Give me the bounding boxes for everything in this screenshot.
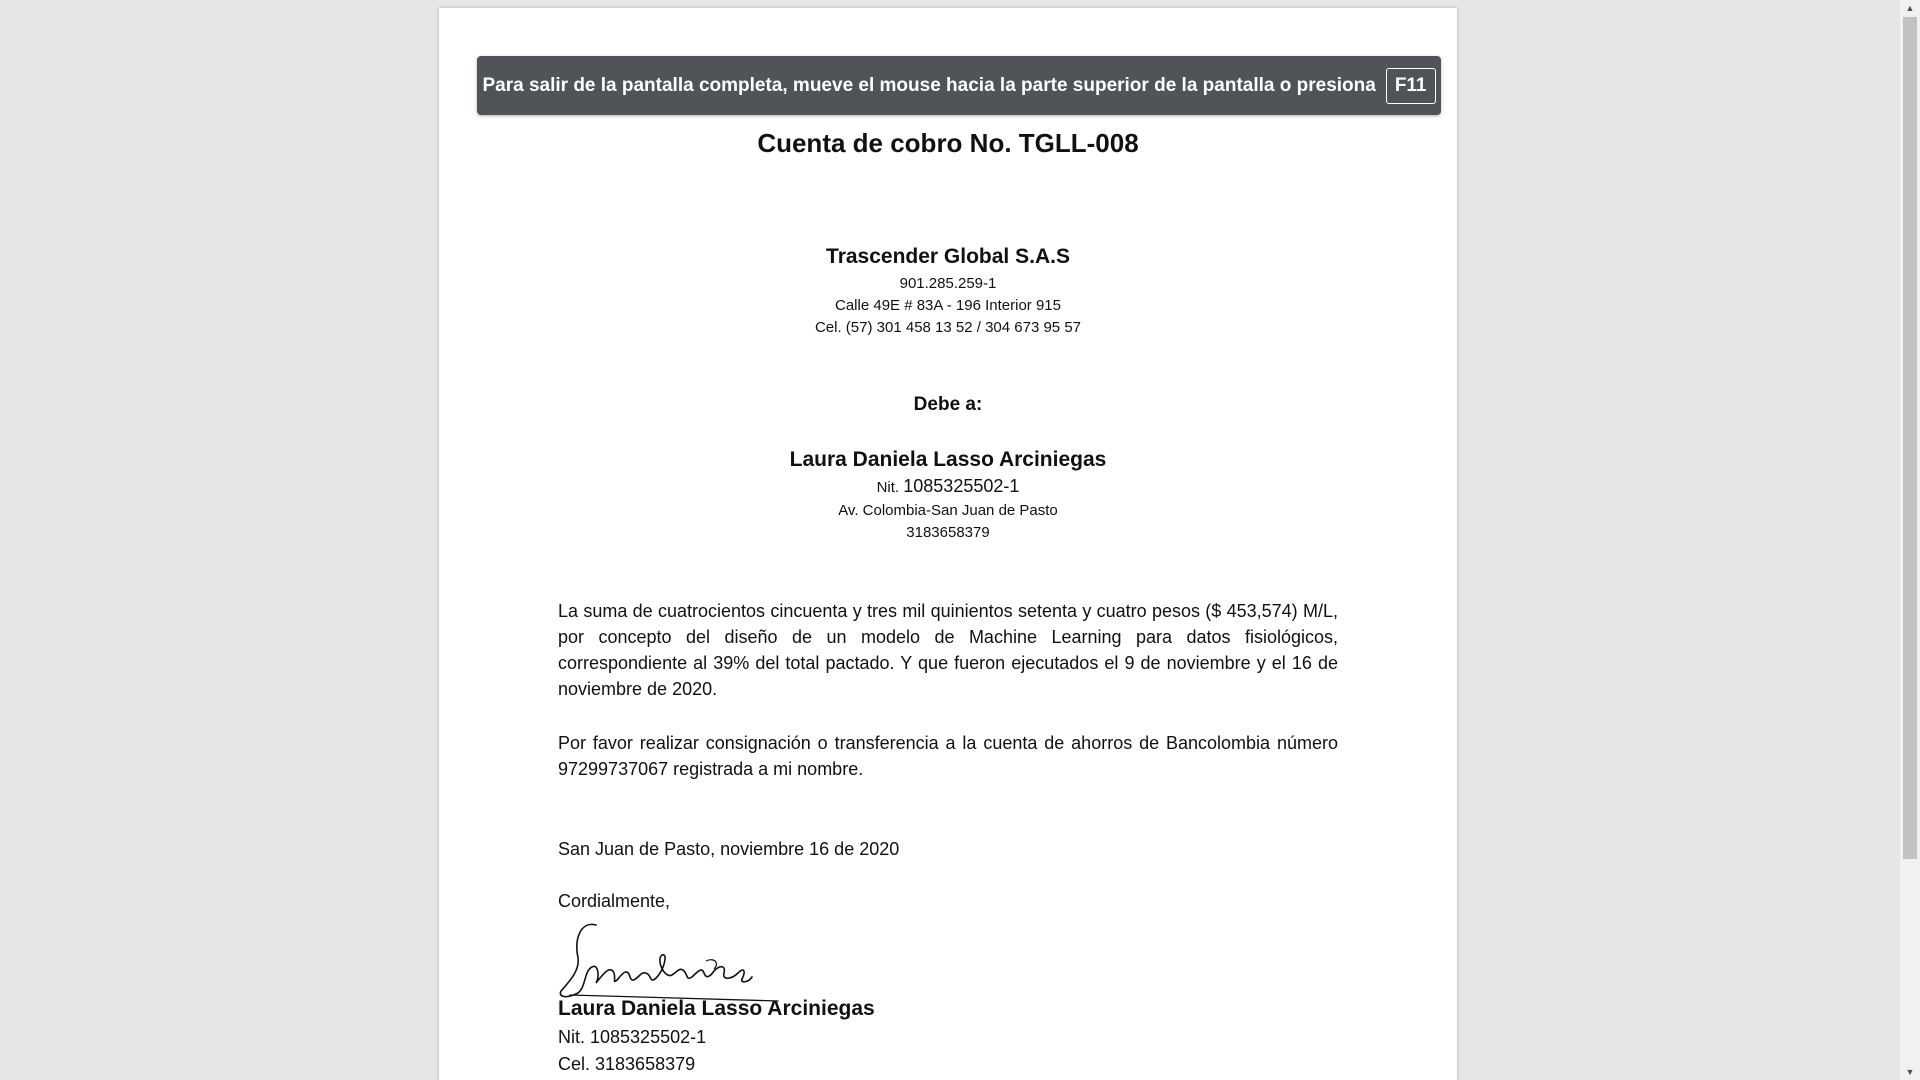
vertical-scrollbar[interactable] (1900, 0, 1920, 1080)
payee-nit-label: Nit. (876, 479, 900, 496)
f11-key-badge: F11 (1386, 68, 1436, 104)
scrollbar-thumb[interactable] (1903, 17, 1917, 859)
company-phone: Cel. (57) 301 458 13 52 / 304 673 95 57 (814, 319, 1082, 336)
handwritten-signature (556, 913, 786, 1005)
company-nit: 901.285.259-1 (899, 275, 997, 292)
scroll-down-arrow-icon[interactable]: ▼ (1905, 1067, 1915, 1077)
payee-phone: 3183658379 (906, 524, 990, 541)
signer-nit: Nit. 1085325502-1 (558, 1027, 707, 1047)
fullscreen-banner-text: Para salir de la pantalla completa, mueve el mouse hacia la parte superior de la pantalla o presiona (482, 74, 1376, 96)
payee-name: Laura Daniela Lasso Arciniegas (789, 448, 1107, 471)
payee-nit-value: 1085325502-1 (903, 476, 1020, 496)
signer-phone: Cel. 3183658379 (558, 1054, 696, 1074)
payee-address: Av. Colombia-San Juan de Pasto (838, 502, 1058, 519)
company-address: Calle 49E # 83A - 196 Interior 915 (835, 297, 1061, 314)
payee-nit (439, 476, 1457, 497)
place-date: San Juan de Pasto, noviembre 16 de 2020 (558, 839, 900, 859)
fullscreen-exit-banner (477, 56, 1441, 115)
company-name: Trascender Global S.A.S (826, 245, 1070, 268)
document-title: Cuenta de cobro No. TGLL-008 (757, 128, 1139, 158)
payment-description-paragraph: La suma de cuatrocientos cincuenta y tres mil quinientos setenta y cuatro pesos ($ 453,574) M/L, por concepto del diseño de un modelo de Machine Learning para datos fisiológicos, correspondiente al 39% del total pactado. Y que fueron ejecutados el 9 de noviembre y el 16 de noviembre de 2020. (558, 601, 1338, 699)
payment-instructions-paragraph: Por favor realizar consignación o transferencia a la cuenta de ahorros de Bancolombia número 97299737067 registrada a mi nombre. (558, 733, 1338, 779)
owes-label: Debe a: (913, 394, 983, 415)
signer-name: Laura Daniela Lasso Arciniegas (558, 997, 875, 1020)
closing-salutation: Cordialmente, (558, 891, 671, 911)
scroll-up-arrow-icon[interactable]: ▲ (1905, 3, 1915, 13)
